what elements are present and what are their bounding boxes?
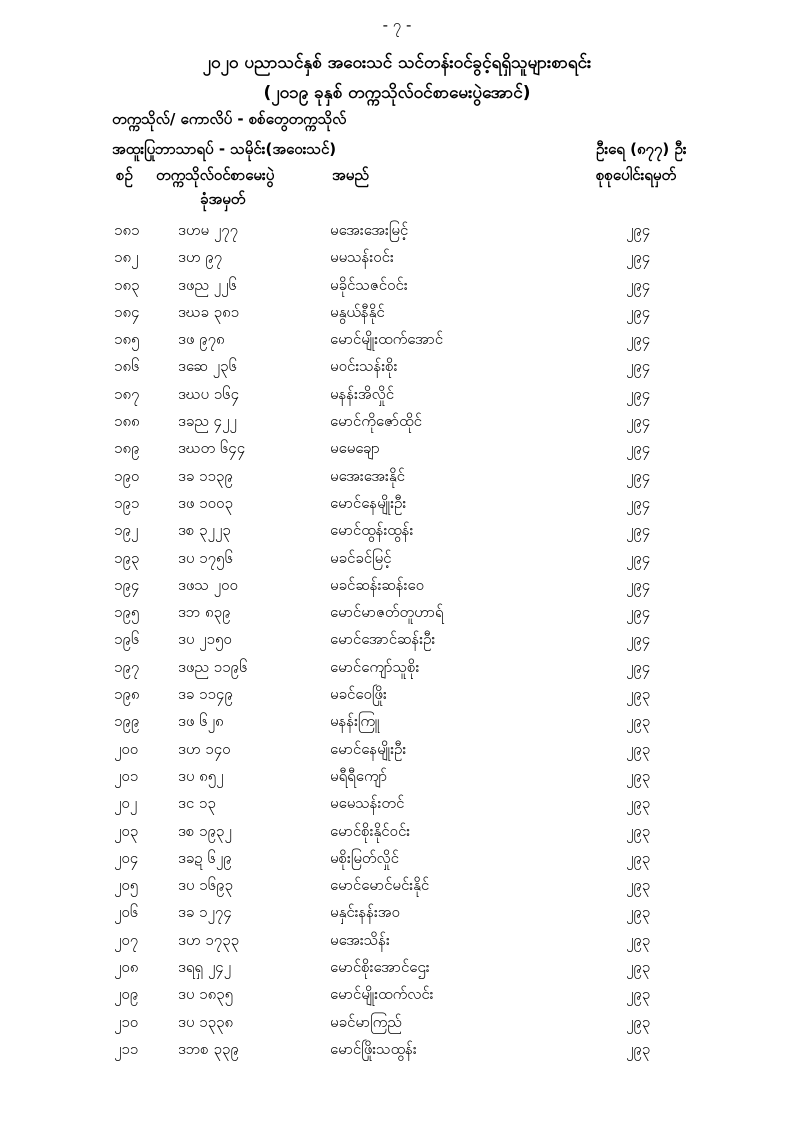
student-name: မောင်မျိုးထက်အောင် bbox=[330, 330, 444, 349]
student-name: မောင်နေမျိုးဦး bbox=[330, 493, 407, 512]
total-marks: ၂၉၄ bbox=[626, 548, 651, 567]
roll-number: ဒဟမ ၂၇၇ bbox=[178, 221, 239, 239]
row-number: ၂၀၆ bbox=[114, 903, 139, 922]
total-marks: ၂၉၃ bbox=[626, 739, 651, 758]
table-row bbox=[0, 385, 794, 412]
table-row bbox=[0, 221, 794, 248]
roll-number: ဒဃတ ၆၄၄ bbox=[178, 439, 246, 458]
table-row bbox=[0, 576, 794, 603]
row-number: ၁၈၃ bbox=[114, 275, 140, 294]
roll-number: ဒဟ ၉၇ bbox=[178, 248, 223, 267]
total-marks: ၂၉၄ bbox=[626, 221, 651, 239]
table-row bbox=[0, 794, 794, 821]
row-number: ၂၀၅ bbox=[114, 876, 139, 895]
row-number: ၂၀၁ bbox=[114, 766, 139, 785]
roll-number: ဒစ ၃၂၂၃ bbox=[178, 521, 231, 540]
table-row bbox=[0, 985, 794, 1012]
row-number: ၁၈၇ bbox=[114, 384, 140, 403]
row-number: ၁၈၅ bbox=[114, 330, 140, 349]
total-marks: ၂၉၃ bbox=[626, 985, 651, 1004]
column-header-roll-sub: ခုံအမှတ် bbox=[200, 190, 246, 208]
row-number: ၁၉၅ bbox=[114, 603, 140, 622]
roll-number: ဒဆေ ၂၃၆ bbox=[178, 357, 237, 376]
total-marks: ၂၉၄ bbox=[626, 439, 651, 458]
roll-number: ဒခဍ ၆၂၉ bbox=[178, 848, 232, 867]
student-name: မနန်းကြူ bbox=[330, 712, 380, 731]
table-row bbox=[0, 276, 794, 303]
total-marks: ၂၉၃ bbox=[626, 903, 651, 922]
total-marks: ၂၉၃ bbox=[626, 685, 651, 704]
table-row bbox=[0, 357, 794, 384]
document-subtitle: (၂၀၁၉ ခုနှစ် တက္ကသိုလ်ဝင်စာမေးပွဲအောင်) bbox=[263, 83, 531, 103]
table-row bbox=[0, 767, 794, 794]
row-number: ၁၈၈ bbox=[114, 412, 140, 431]
total-marks: ၂၉၃ bbox=[626, 1039, 651, 1058]
table-row bbox=[0, 412, 794, 439]
total-marks: ၂၉၃ bbox=[626, 712, 651, 731]
student-name: မစိုးမြတ်လှိုင် bbox=[330, 848, 399, 867]
row-number: ၂၁၁ bbox=[114, 1039, 139, 1058]
table-row bbox=[0, 549, 794, 576]
table-body bbox=[0, 221, 794, 1067]
roll-number: ဒပ ၈၅၂ bbox=[178, 766, 224, 785]
total-marks: ၂၉၃ bbox=[626, 958, 651, 977]
table-row bbox=[0, 439, 794, 466]
row-number: ၁၉၉ bbox=[114, 712, 140, 731]
total-marks: ၂၉၄ bbox=[626, 384, 651, 403]
roll-number: ဒဖည ၂၂၆ bbox=[178, 275, 237, 294]
column-header-roll: တက္ကသိုလ်ဝင်စာမေးပွဲ bbox=[156, 166, 275, 184]
row-number: ၁၉၂ bbox=[114, 521, 139, 540]
student-name: မခိုင်သဇင်ဝင်း bbox=[330, 275, 408, 294]
roll-number: ဒဘစ ၃၃၉ bbox=[178, 1039, 239, 1058]
total-marks: ၂၉၃ bbox=[626, 876, 651, 895]
table-row bbox=[0, 849, 794, 876]
row-number: ၁၉၃ bbox=[114, 548, 140, 567]
roll-number: ဒဃခ ၃၈၁ bbox=[178, 302, 240, 321]
total-marks: ၂၉၄ bbox=[626, 330, 651, 349]
total-marks: ၂၉၄ bbox=[626, 248, 651, 267]
roll-number: ဒပ ၁၇၅၆ bbox=[178, 548, 233, 567]
total-marks: ၂၉၄ bbox=[626, 275, 651, 294]
roll-number: ဒခ ၁၁၄၉ bbox=[178, 685, 233, 704]
column-header-marks: စုစုပေါင်းရမှတ် bbox=[596, 166, 677, 184]
column-header-name: အမည် bbox=[332, 166, 369, 184]
row-number: ၂၀၇ bbox=[114, 930, 139, 949]
roll-number: ဒဘ ၈၃၉ bbox=[178, 603, 231, 622]
row-number: ၁၉၁ bbox=[114, 493, 140, 512]
student-name: မမသန်းဝင်း bbox=[330, 248, 394, 267]
roll-number: ဒပ ၁၈၃၅ bbox=[178, 985, 234, 1004]
student-name: မအေးအေးနိုင် bbox=[330, 466, 405, 485]
student-name: မအေးအေးမြင့် bbox=[330, 221, 409, 239]
student-name: မောင်မောင်မင်းနိုင် bbox=[330, 876, 430, 895]
student-name: မနှင်းနန်းအဝ bbox=[330, 903, 400, 922]
table-row bbox=[0, 630, 794, 657]
student-name: မအေးသိန်း bbox=[330, 930, 390, 949]
total-marks: ၂၉၄ bbox=[626, 575, 651, 594]
roll-number: ဒခည ၄၂၂ bbox=[178, 412, 237, 431]
table-row bbox=[0, 822, 794, 849]
total-marks: ၂၉၄ bbox=[626, 521, 651, 540]
total-marks: ၂၉၄ bbox=[626, 466, 651, 485]
student-name: မခင်ဆန်းဆန်းဝေ bbox=[330, 575, 425, 594]
total-marks: ၂၉၃ bbox=[626, 794, 651, 813]
table-row bbox=[0, 658, 794, 685]
table-row bbox=[0, 303, 794, 330]
document-title: ၂၀၂၀ ပညာသင်နှစ် အဝေးသင် သင်တန်းဝင်ခွင့်ရရှိသူများစာရင်း bbox=[202, 53, 592, 73]
table-row bbox=[0, 521, 794, 548]
roll-number: ဒဖ ၉၇၈ bbox=[178, 330, 225, 349]
roll-number: ဒဖ ၁၀၀၃ bbox=[178, 493, 233, 512]
total-marks: ၂၉၄ bbox=[626, 630, 651, 649]
student-name: မောင်မျိုးထက်လင်း bbox=[330, 985, 434, 1004]
table-row bbox=[0, 931, 794, 958]
table-row bbox=[0, 903, 794, 930]
roll-number: ဒပ ၁၃၃၈ bbox=[178, 1012, 234, 1031]
table-row bbox=[0, 330, 794, 357]
row-number: ၁၉၄ bbox=[114, 575, 140, 594]
row-number: ၁၈၄ bbox=[114, 302, 140, 321]
student-name: မောင်ဖြိုးသထွန်း bbox=[330, 1039, 417, 1058]
university-label: တက္ကသိုလ်/ ကောလိပ် - စစ်တွေတက္ကသိုလ် bbox=[112, 110, 347, 128]
total-marks: ၂၉၄ bbox=[626, 657, 651, 676]
page-number: - ၇ - bbox=[382, 16, 412, 34]
student-name: မနန်းအိလှိုင် bbox=[330, 384, 395, 403]
row-number: ၂၀၄ bbox=[114, 848, 139, 867]
student-name: မောင်ထွန်းထွန်း bbox=[330, 521, 414, 540]
roll-number: ဒင ၁၃ bbox=[178, 794, 216, 813]
table-row bbox=[0, 740, 794, 767]
row-number: ၂၀၃ bbox=[114, 821, 139, 840]
table-row bbox=[0, 958, 794, 985]
table-row bbox=[0, 712, 794, 739]
table-row bbox=[0, 685, 794, 712]
table-row bbox=[0, 467, 794, 494]
student-name: မရီရီကျော် bbox=[330, 766, 388, 785]
total-marks: ၂၉၄ bbox=[626, 603, 651, 622]
total-count: ဦးရေ (၈၇၇) ဦး bbox=[596, 140, 687, 158]
roll-number: ဒဖ ၆၂၈ bbox=[178, 712, 224, 731]
table-row bbox=[0, 1013, 794, 1040]
student-name: မခင်ဝေဖြိုး bbox=[330, 685, 387, 704]
student-name: မောင်ကျော်သူစိုး bbox=[330, 657, 420, 676]
roll-number: ဒပ ၁၆၉၃ bbox=[178, 876, 233, 895]
row-number: ၁၈၉ bbox=[114, 439, 140, 458]
total-marks: ၂၉၃ bbox=[626, 1012, 651, 1031]
student-name: မနွယ်နီနိုင် bbox=[330, 302, 385, 321]
total-marks: ၂၉၄ bbox=[626, 302, 651, 321]
student-name: မမေသန်းတင် bbox=[330, 794, 405, 813]
total-marks: ၂၉၄ bbox=[626, 412, 651, 431]
roll-number: ဒရရှ ၂၄၂ bbox=[178, 958, 231, 977]
roll-number: ဒဃပ ၁၆၄ bbox=[178, 384, 240, 403]
total-marks: ၂၉၄ bbox=[626, 493, 651, 512]
roll-number: ဒဖသ ၂၀၀ bbox=[178, 575, 238, 594]
table-row bbox=[0, 248, 794, 275]
table-row bbox=[0, 876, 794, 903]
roll-number: ဒစ ၁၉၃၂ bbox=[178, 821, 232, 840]
row-number: ၁၉၇ bbox=[114, 657, 140, 676]
roll-number: ဒပ ၂၁၅၀ bbox=[178, 630, 232, 649]
total-marks: ၂၉၄ bbox=[626, 357, 651, 376]
roll-number: ဒခ ၁၁၃၉ bbox=[178, 466, 233, 485]
row-number: ၁၈၁ bbox=[114, 221, 140, 239]
total-marks: ၂၉၃ bbox=[626, 848, 651, 867]
student-name: မခင်ခင်မြင့် bbox=[330, 548, 392, 567]
row-number: ၂၀၉ bbox=[114, 985, 139, 1004]
row-number: ၂၀၈ bbox=[114, 958, 139, 977]
row-number: ၁၉၈ bbox=[114, 685, 140, 704]
total-marks: ၂၉၃ bbox=[626, 821, 651, 840]
row-number: ၂၁၀ bbox=[114, 1012, 139, 1031]
table-row bbox=[0, 1040, 794, 1067]
row-number: ၁၉၆ bbox=[114, 630, 140, 649]
column-header-no: စဉ် bbox=[116, 166, 133, 184]
student-name: မောင်စိုးအောင်ဌေး bbox=[330, 958, 430, 977]
student-name: မဝင်းသန်းစိုး bbox=[330, 357, 398, 376]
major-label: အထူးပြုဘာသာရပ် - သမိုင်း(အဝေးသင်) bbox=[112, 140, 337, 158]
student-name: မောင်အောင်ဆန်းဦး bbox=[330, 630, 436, 649]
row-number: ၁၈၂ bbox=[114, 248, 139, 267]
student-name: မမေချော bbox=[330, 439, 380, 458]
student-name: မောင်နေမျိုးဦး bbox=[330, 739, 407, 758]
student-name: မောင်စိုးနိုင်ဝင်း bbox=[330, 821, 411, 840]
row-number: ၁၈၆ bbox=[114, 357, 140, 376]
row-number: ၁၉၀ bbox=[114, 466, 140, 485]
roll-number: ဒဟ ၁၄၀ bbox=[178, 739, 231, 758]
total-marks: ၂၉၃ bbox=[626, 930, 651, 949]
roll-number: ဒဖည ၁၁၉၆ bbox=[178, 657, 248, 676]
roll-number: ဒခ ၁၂၇၄ bbox=[178, 903, 232, 922]
roll-number: ဒဟ ၁၇၃၃ bbox=[178, 930, 240, 949]
student-name: မောင်မာဇတ်တူဟာရ် bbox=[330, 603, 444, 622]
student-name: မခင်မာကြည် bbox=[330, 1012, 402, 1031]
table-row bbox=[0, 603, 794, 630]
row-number: ၂၀၀ bbox=[114, 739, 139, 758]
table-row bbox=[0, 494, 794, 521]
total-marks: ၂၉၃ bbox=[626, 766, 651, 785]
row-number: ၂၀၂ bbox=[114, 794, 138, 813]
student-name: မောင်ကိုဇော်ထိုင် bbox=[330, 412, 422, 431]
